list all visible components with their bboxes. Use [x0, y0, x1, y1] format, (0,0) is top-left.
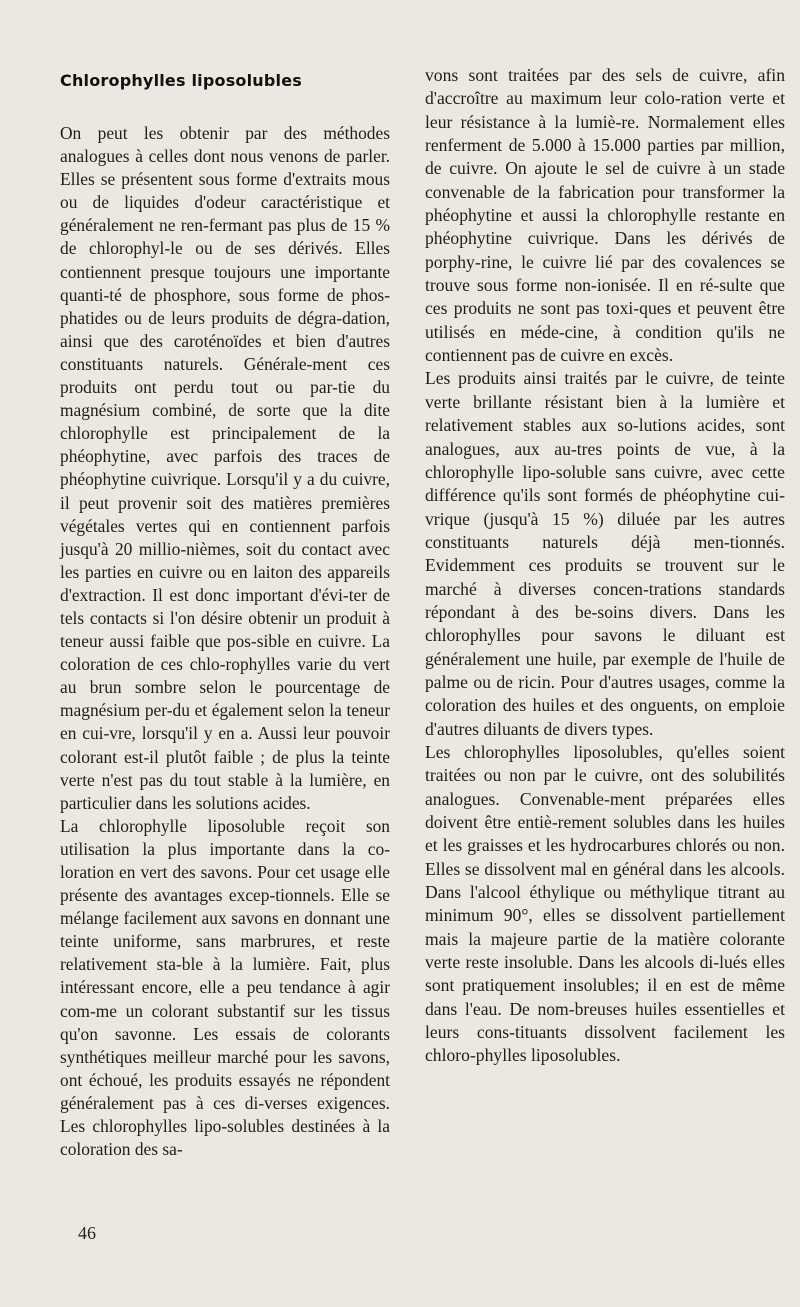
- paragraph: On peut les obtenir par des méthodes analogues à celles dont nous venons de parler. Elles se présentent sous forme d'extraits mous ou de liquides d'odeur caractéristique et généralement ne ren-fermant pas plus de 15 % de chlorophyl-le ou de ses dérivés. Elles contiennent presque toujours une importante quanti-té de phosphore, sous forme de phos-phatides ou de leurs produits de dégra-dation, ainsi que des caroténoïdes et bien d'autres constituants naturels. Générale-ment ces produits ont perdu tout ou par-tie du magnésium combiné, de sorte que la dite chlorophylle est principalement de la phéophytine, avec parfois des traces de phéophytine cuivrique. Lorsqu'il y a du cuivre, il peut provenir soit des matières premières végétales vertes qui en contiennent parfois jusqu'à 20 millio-nièmes, soit du contact avec les parties en cuivre ou en laiton des appareils d'extraction. Il est donc important d'évi-ter de tels contacts si l'on désire obtenir un produit à teneur aussi faible que pos-sible en cuivre. La coloration de ces chlo-rophylles varie du vert au brun sombre selon le pourcentage de magnésium per-du et également selon la teneur en cui-vre, lorsqu'il y en a. Aussi leur pouvoir colorant est-il plutôt faible ; de plus la teinte verte n'est pas du tout stable à la lumière, en particulier dans les solutions acides.: [60, 123, 390, 813]
- paragraph: La chlorophylle liposoluble reçoit son utilisation la plus importante dans la co-loration en vert des savons. Pour cet usage elle présente des avantages excep-tionnels. Elle se mélange facilement aux savons en donnant une teinte uniforme, sans marbrures, et reste relativement sta-ble à la lumière. Fait, plus intéressant encore, elle a peu tendance à agir com-me un colorant substantif sur les tissus qu'on savonne. Les essais de colorants synthétiques meilleur marché pour les savons, ont échoué, les produits essayés ne répondent généralement pas à ces di-verses exigences. Les chlorophylles lipo-solubles destinées à la coloration des sa-: [60, 815, 390, 1160]
- left-column: [60, 70, 390, 1161]
- page-number: 46: [78, 1223, 96, 1243]
- right-column: [425, 64, 785, 1068]
- paragraph: vons sont traitées par des sels de cuivre, afin d'accroître au maximum leur colo-ration verte et leur résistance à la lumiè-re. Normalement elles renferment de 5.000 à 15.000 parties par million, de cuivre. On ajoute le sel de cuivre à un stade convenable de la fabrication pour transformer la phéophytine et aussi la chlorophylle restante en phéophytine cuivrique. Dans les dérivés de porphy-rine, le cuivre lié par des covalences se trouve sous forme non-ionisée. Il en ré-sulte que ces produits ne sont pas toxi-ques et peuvent être utilisés en méde-cine, à condition qu'ils ne contiennent pas de cuivre en excès.: [425, 65, 785, 366]
- paragraph: Les chlorophylles liposolubles, qu'elles soient traitées ou non par le cuivre, ont des solubilités analogues. Convenable-ment préparées elles doivent être entiè-rement solubles dans les huiles et les graisses et les hydrocarbures chlorés ou non. Elles se dissolvent mal en général dans les alcools. Dans l'alcool éthylique ou méthylique titrant au minimum 90°, elles se dissolvent partiellement mais la majeure partie de la matière colorante verte reste insoluble. Dans les alcools di-lués elles sont pratiquement insolubles; il en est de même dans l'eau. De nom-breuses huiles essentielles et leurs cons-tituants dissolvent facilement les chloro-phylles liposolubles.: [425, 741, 785, 1066]
- paragraph: Les produits ainsi traités par le cuivre, de teinte verte brillante résistant bien à la lumière et relativement stables aux so-lutions acides, sont analogues, aux au-tres points de vue, à la chlorophylle lipo-soluble sans cuivre, avec cette différence qu'ils sont formés de phéophytine cui-vrique (jusqu'à 15 %) diluée par les autres constituants naturels déjà men-tionnés. Evidemment ces produits se trouvent sur le marché à diverses concen-trations standards répondant à des be-soins divers. Dans les chlorophylles pour savons le diluant est généralement une huile, par exemple de l'huile de palme ou de ricin. Pour d'autres usages, comme la coloration des huiles et des onguents, on emploie d'autres diluants de divers types.: [425, 368, 785, 739]
- section-heading: Chlorophylles liposolubles: [60, 71, 302, 90]
